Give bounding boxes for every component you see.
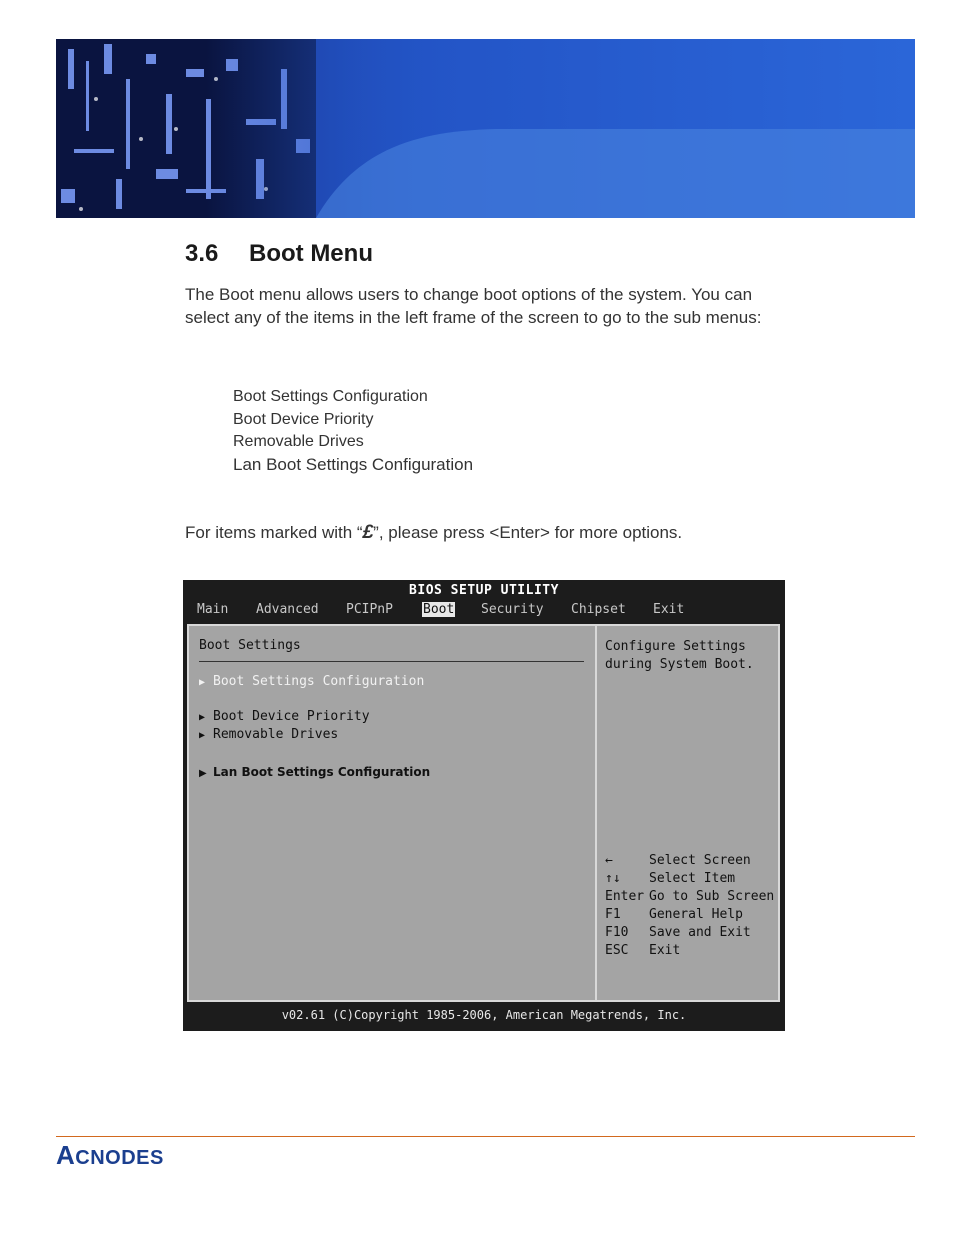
submenu-marker-icon: £ (362, 522, 374, 543)
banner-sweep-shape (56, 39, 915, 218)
key-legend-row: Enter Go to Sub Screen (605, 889, 775, 904)
acnodes-logo: ACNODES (56, 1140, 164, 1170)
tab-pcipnp[interactable]: PCIPnP (346, 602, 393, 617)
bios-tab-bar (183, 601, 785, 619)
menu-item-boot-device-priority[interactable]: ▶ Boot Device Priority (199, 709, 370, 724)
panel-divider (595, 626, 597, 1000)
boot-settings-heading: Boot Settings (199, 638, 301, 653)
section-title: Boot Menu (249, 240, 373, 267)
tab-chipset[interactable]: Chipset (571, 602, 626, 617)
key-legend-row: F10 Save and Exit (605, 925, 751, 940)
submenu-arrow-icon: ▶ (199, 677, 206, 688)
submenu-item: Removable Drives (233, 433, 364, 450)
key-legend (605, 852, 774, 960)
enter-note: For items marked with “£”, please press <Enter> for more options. (185, 522, 683, 543)
heading-rule (199, 661, 584, 662)
section-heading (185, 240, 373, 268)
key-legend-row: F1 General Help (605, 907, 743, 922)
submenu-list (233, 386, 473, 476)
bios-screenshot (183, 580, 785, 1031)
submenu-arrow-icon: ▶ (199, 768, 207, 779)
tab-main[interactable]: Main (197, 602, 229, 617)
footer-rule (56, 1136, 915, 1137)
key-legend-row: ↑↓ Select Item (605, 871, 736, 886)
submenu-arrow-icon: ▶ (199, 712, 206, 723)
bios-copyright-footer: v02.61 (C)Copyright 1985-2006, American Megatrends, Inc. (281, 1008, 687, 1022)
submenu-item: Boot Settings Configuration (233, 388, 428, 405)
intro-paragraph: The Boot menu allows users to change boot options of the system. You can select any of the items in the left frame of the screen to go to the sub menus: (185, 285, 762, 327)
section-number: 3.6 (185, 240, 219, 267)
bios-main-panel (187, 624, 780, 1002)
key-legend-row: ESC Exit (605, 943, 681, 958)
submenu-item: Lan Boot Settings Configuration (233, 454, 474, 474)
submenu-item: Boot Device Priority (233, 410, 374, 428)
header-banner (56, 39, 915, 218)
tab-advanced[interactable]: Advanced (256, 602, 319, 617)
tab-boot[interactable]: Boot (423, 602, 455, 617)
menu-item-boot-settings-configuration[interactable]: ▶ Boot Settings Configuration (199, 674, 425, 689)
submenu-arrow-icon: ▶ (199, 730, 206, 741)
tab-exit[interactable]: Exit (653, 602, 685, 617)
menu-item-removable-drives[interactable]: ▶ Removable Drives (199, 727, 339, 742)
tab-security[interactable]: Security (481, 602, 544, 617)
menu-item-lan-boot-settings-configuration[interactable]: ▶ Lan Boot Settings Configuration (199, 765, 431, 779)
bios-title: BIOS SETUP UTILITY (409, 583, 559, 598)
key-legend-row: ← Select Screen (605, 853, 751, 868)
help-text: Configure Settings during System Boot. (605, 639, 754, 672)
